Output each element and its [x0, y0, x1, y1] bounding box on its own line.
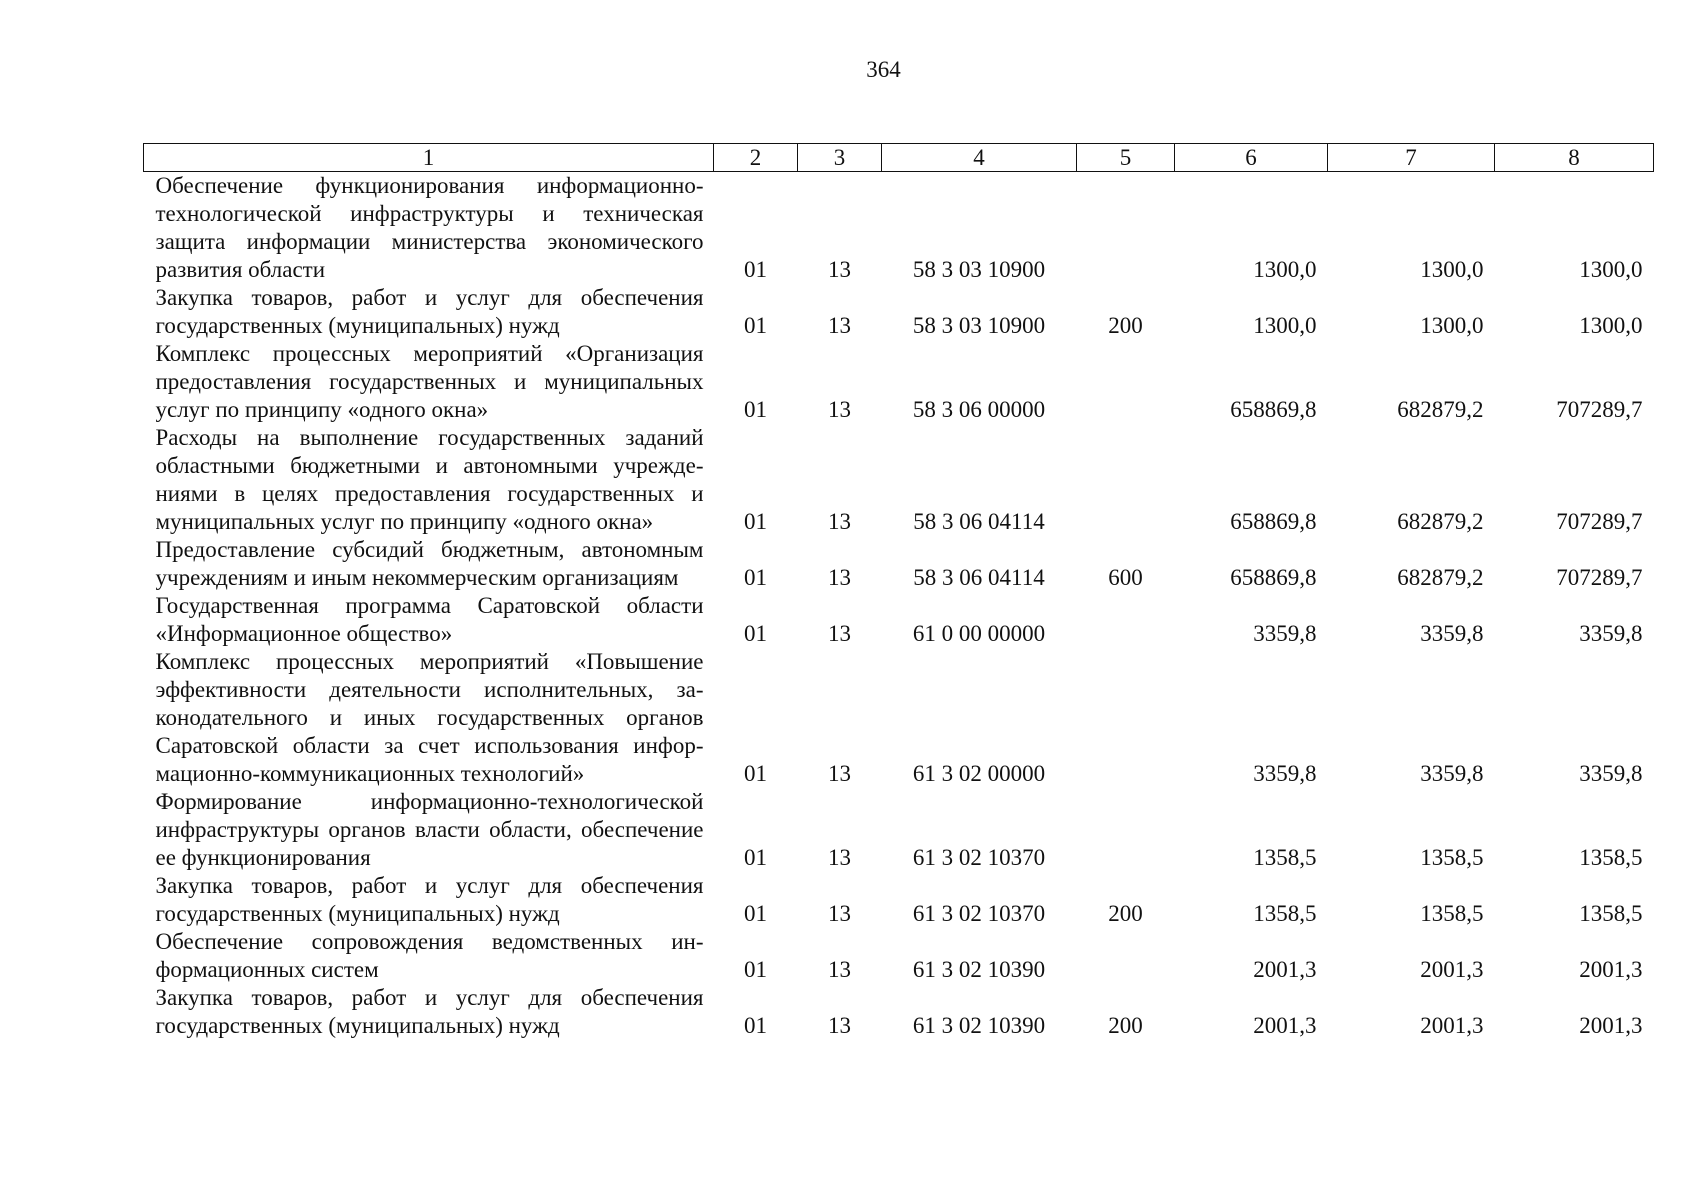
row-name-cell: Обеспечение сопровождения ведомственных информационных систем [155, 929, 704, 982]
target-article-cell: 58 3 03 10900 [912, 257, 1046, 282]
amount-year3-cell: 1300,0 [1579, 313, 1643, 338]
amount-year2-cell: 1358,5 [1420, 901, 1484, 926]
target-article-cell: 61 3 02 10390 [912, 1013, 1046, 1038]
expense-type-cell [1077, 340, 1175, 424]
section-cell: 01 [744, 509, 767, 534]
header-col-3: 3 [798, 144, 882, 172]
amount-year1-cell: 2001,3 [1253, 1013, 1317, 1038]
table-row [144, 788, 1654, 872]
table-row [144, 984, 1654, 1040]
header-col-6: 6 [1175, 144, 1328, 172]
table-body [144, 172, 1654, 1041]
header-col-5: 5 [1077, 144, 1175, 172]
table-row [144, 424, 1654, 536]
subsection-cell: 13 [828, 313, 851, 338]
amount-year1-cell: 1300,0 [1253, 313, 1317, 338]
expense-type-cell: 200 [1108, 901, 1143, 926]
amount-year1-cell: 1358,5 [1253, 845, 1317, 870]
target-article-cell: 58 3 06 04114 [913, 509, 1045, 534]
amount-year2-cell: 1358,5 [1420, 845, 1484, 870]
expense-type-cell [1077, 928, 1175, 984]
amount-year1-cell: 658869,8 [1230, 397, 1317, 422]
section-cell: 01 [744, 257, 767, 282]
expense-type-cell [1077, 592, 1175, 648]
amount-year3-cell: 707289,7 [1556, 565, 1643, 590]
header-col-2: 2 [714, 144, 798, 172]
amount-year2-cell: 2001,3 [1420, 957, 1484, 982]
amount-year1-cell: 1300,0 [1253, 257, 1317, 282]
row-name-cell: Обеспечение функционирования информационно-технологической инфраструктуры и техническая защита информации министерства экономического развития области [155, 173, 704, 282]
expense-type-cell: 600 [1108, 565, 1143, 590]
amount-year3-cell: 1358,5 [1579, 845, 1643, 870]
target-article-cell: 58 3 03 10900 [912, 313, 1046, 338]
section-cell: 01 [744, 957, 767, 982]
row-name-cell: Закупка товаров, работ и услуг для обеспечения государственных (муниципальных) нужд [155, 985, 704, 1038]
amount-year1-cell: 2001,3 [1253, 957, 1317, 982]
section-cell: 01 [744, 313, 767, 338]
target-article-cell: 58 3 06 04114 [913, 565, 1045, 590]
target-article-cell: 61 0 00 00000 [912, 621, 1046, 646]
row-name-cell: Закупка товаров, работ и услуг для обеспечения государственных (муниципальных) нужд [155, 873, 704, 926]
amount-year1-cell: 1358,5 [1253, 901, 1317, 926]
row-name-cell: Комплекс процессных мероприятий «Повышение эффективности деятельности исполнительных, законодательного и иных государственных органов Саратовской области за счет использования информационно-коммуникационных технологий» [155, 649, 704, 786]
table-row [144, 340, 1654, 424]
amount-year2-cell: 682879,2 [1397, 565, 1484, 590]
subsection-cell: 13 [828, 565, 851, 590]
amount-year3-cell: 3359,8 [1579, 621, 1643, 646]
table-row [144, 872, 1654, 928]
subsection-cell: 13 [828, 509, 851, 534]
amount-year2-cell: 3359,8 [1420, 621, 1484, 646]
expense-type-cell [1077, 788, 1175, 872]
subsection-cell: 13 [828, 901, 851, 926]
expense-type-cell: 200 [1108, 1013, 1143, 1038]
target-article-cell: 61 3 02 10370 [912, 845, 1046, 870]
table-row [144, 592, 1654, 648]
section-cell: 01 [744, 845, 767, 870]
amount-year3-cell: 3359,8 [1579, 761, 1643, 786]
subsection-cell: 13 [828, 845, 851, 870]
amount-year3-cell: 1358,5 [1579, 901, 1643, 926]
target-article-cell: 61 3 02 10390 [912, 957, 1046, 982]
target-article-cell: 61 3 02 00000 [912, 761, 1046, 786]
amount-year2-cell: 682879,2 [1397, 397, 1484, 422]
row-name-cell: Формирование информационно-технологической инфраструктуры органов власти области, обеспечение ее функционирования [155, 789, 704, 870]
page-number: 364 [866, 57, 901, 82]
section-cell: 01 [744, 761, 767, 786]
amount-year1-cell: 658869,8 [1230, 565, 1317, 590]
amount-year2-cell: 1300,0 [1420, 257, 1484, 282]
section-cell: 01 [744, 901, 767, 926]
expense-type-cell [1077, 648, 1175, 788]
section-cell: 01 [744, 565, 767, 590]
target-article-cell: 58 3 06 00000 [912, 397, 1046, 422]
subsection-cell: 13 [828, 621, 851, 646]
table-header [144, 144, 1654, 172]
table-row [144, 648, 1654, 788]
amount-year3-cell: 707289,7 [1556, 509, 1643, 534]
amount-year2-cell: 2001,3 [1420, 1013, 1484, 1038]
section-cell: 01 [744, 1013, 767, 1038]
row-name-cell: Государственная программа Саратовской области «Информационное общество» [155, 593, 704, 646]
header-row [144, 144, 1654, 172]
expense-type-cell [1077, 172, 1175, 285]
subsection-cell: 13 [828, 257, 851, 282]
amount-year3-cell: 2001,3 [1579, 1013, 1643, 1038]
header-col-8: 8 [1495, 144, 1654, 172]
header-col-1: 1 [144, 144, 714, 172]
amount-year1-cell: 3359,8 [1253, 761, 1317, 786]
amount-year2-cell: 682879,2 [1397, 509, 1484, 534]
amount-year2-cell: 1300,0 [1420, 313, 1484, 338]
table-row [144, 928, 1654, 984]
row-name-cell: Закупка товаров, работ и услуг для обеспечения государственных (муниципальных) нужд [155, 285, 704, 338]
budget-table [143, 143, 1654, 1040]
header-col-7: 7 [1328, 144, 1495, 172]
header-col-4: 4 [882, 144, 1077, 172]
table-row [144, 284, 1654, 340]
expense-type-cell [1077, 424, 1175, 536]
expense-type-cell: 200 [1108, 313, 1143, 338]
row-name-cell: Расходы на выполнение государственных заданий областными бюджетными и автономными учреждениями в целях предоставления государственных и муниципальных услуг по принципу «одного окна» [155, 425, 704, 534]
target-article-cell: 61 3 02 10370 [912, 901, 1046, 926]
table-row [144, 172, 1654, 285]
amount-year2-cell: 3359,8 [1420, 761, 1484, 786]
amount-year1-cell: 658869,8 [1230, 509, 1317, 534]
row-name-cell: Предоставление субсидий бюджетным, автономным учреждениям и иным некоммерческим организациям [155, 537, 704, 590]
subsection-cell: 13 [828, 957, 851, 982]
subsection-cell: 13 [828, 1013, 851, 1038]
amount-year3-cell: 2001,3 [1579, 957, 1643, 982]
table-row [144, 536, 1654, 592]
amount-year3-cell: 707289,7 [1556, 397, 1643, 422]
row-name-cell: Комплекс процессных мероприятий «Организация предоставления государственных и муниципальных услуг по принципу «одного окна» [155, 341, 704, 422]
subsection-cell: 13 [828, 761, 851, 786]
subsection-cell: 13 [828, 397, 851, 422]
section-cell: 01 [744, 397, 767, 422]
amount-year3-cell: 1300,0 [1579, 257, 1643, 282]
section-cell: 01 [744, 621, 767, 646]
amount-year1-cell: 3359,8 [1253, 621, 1317, 646]
